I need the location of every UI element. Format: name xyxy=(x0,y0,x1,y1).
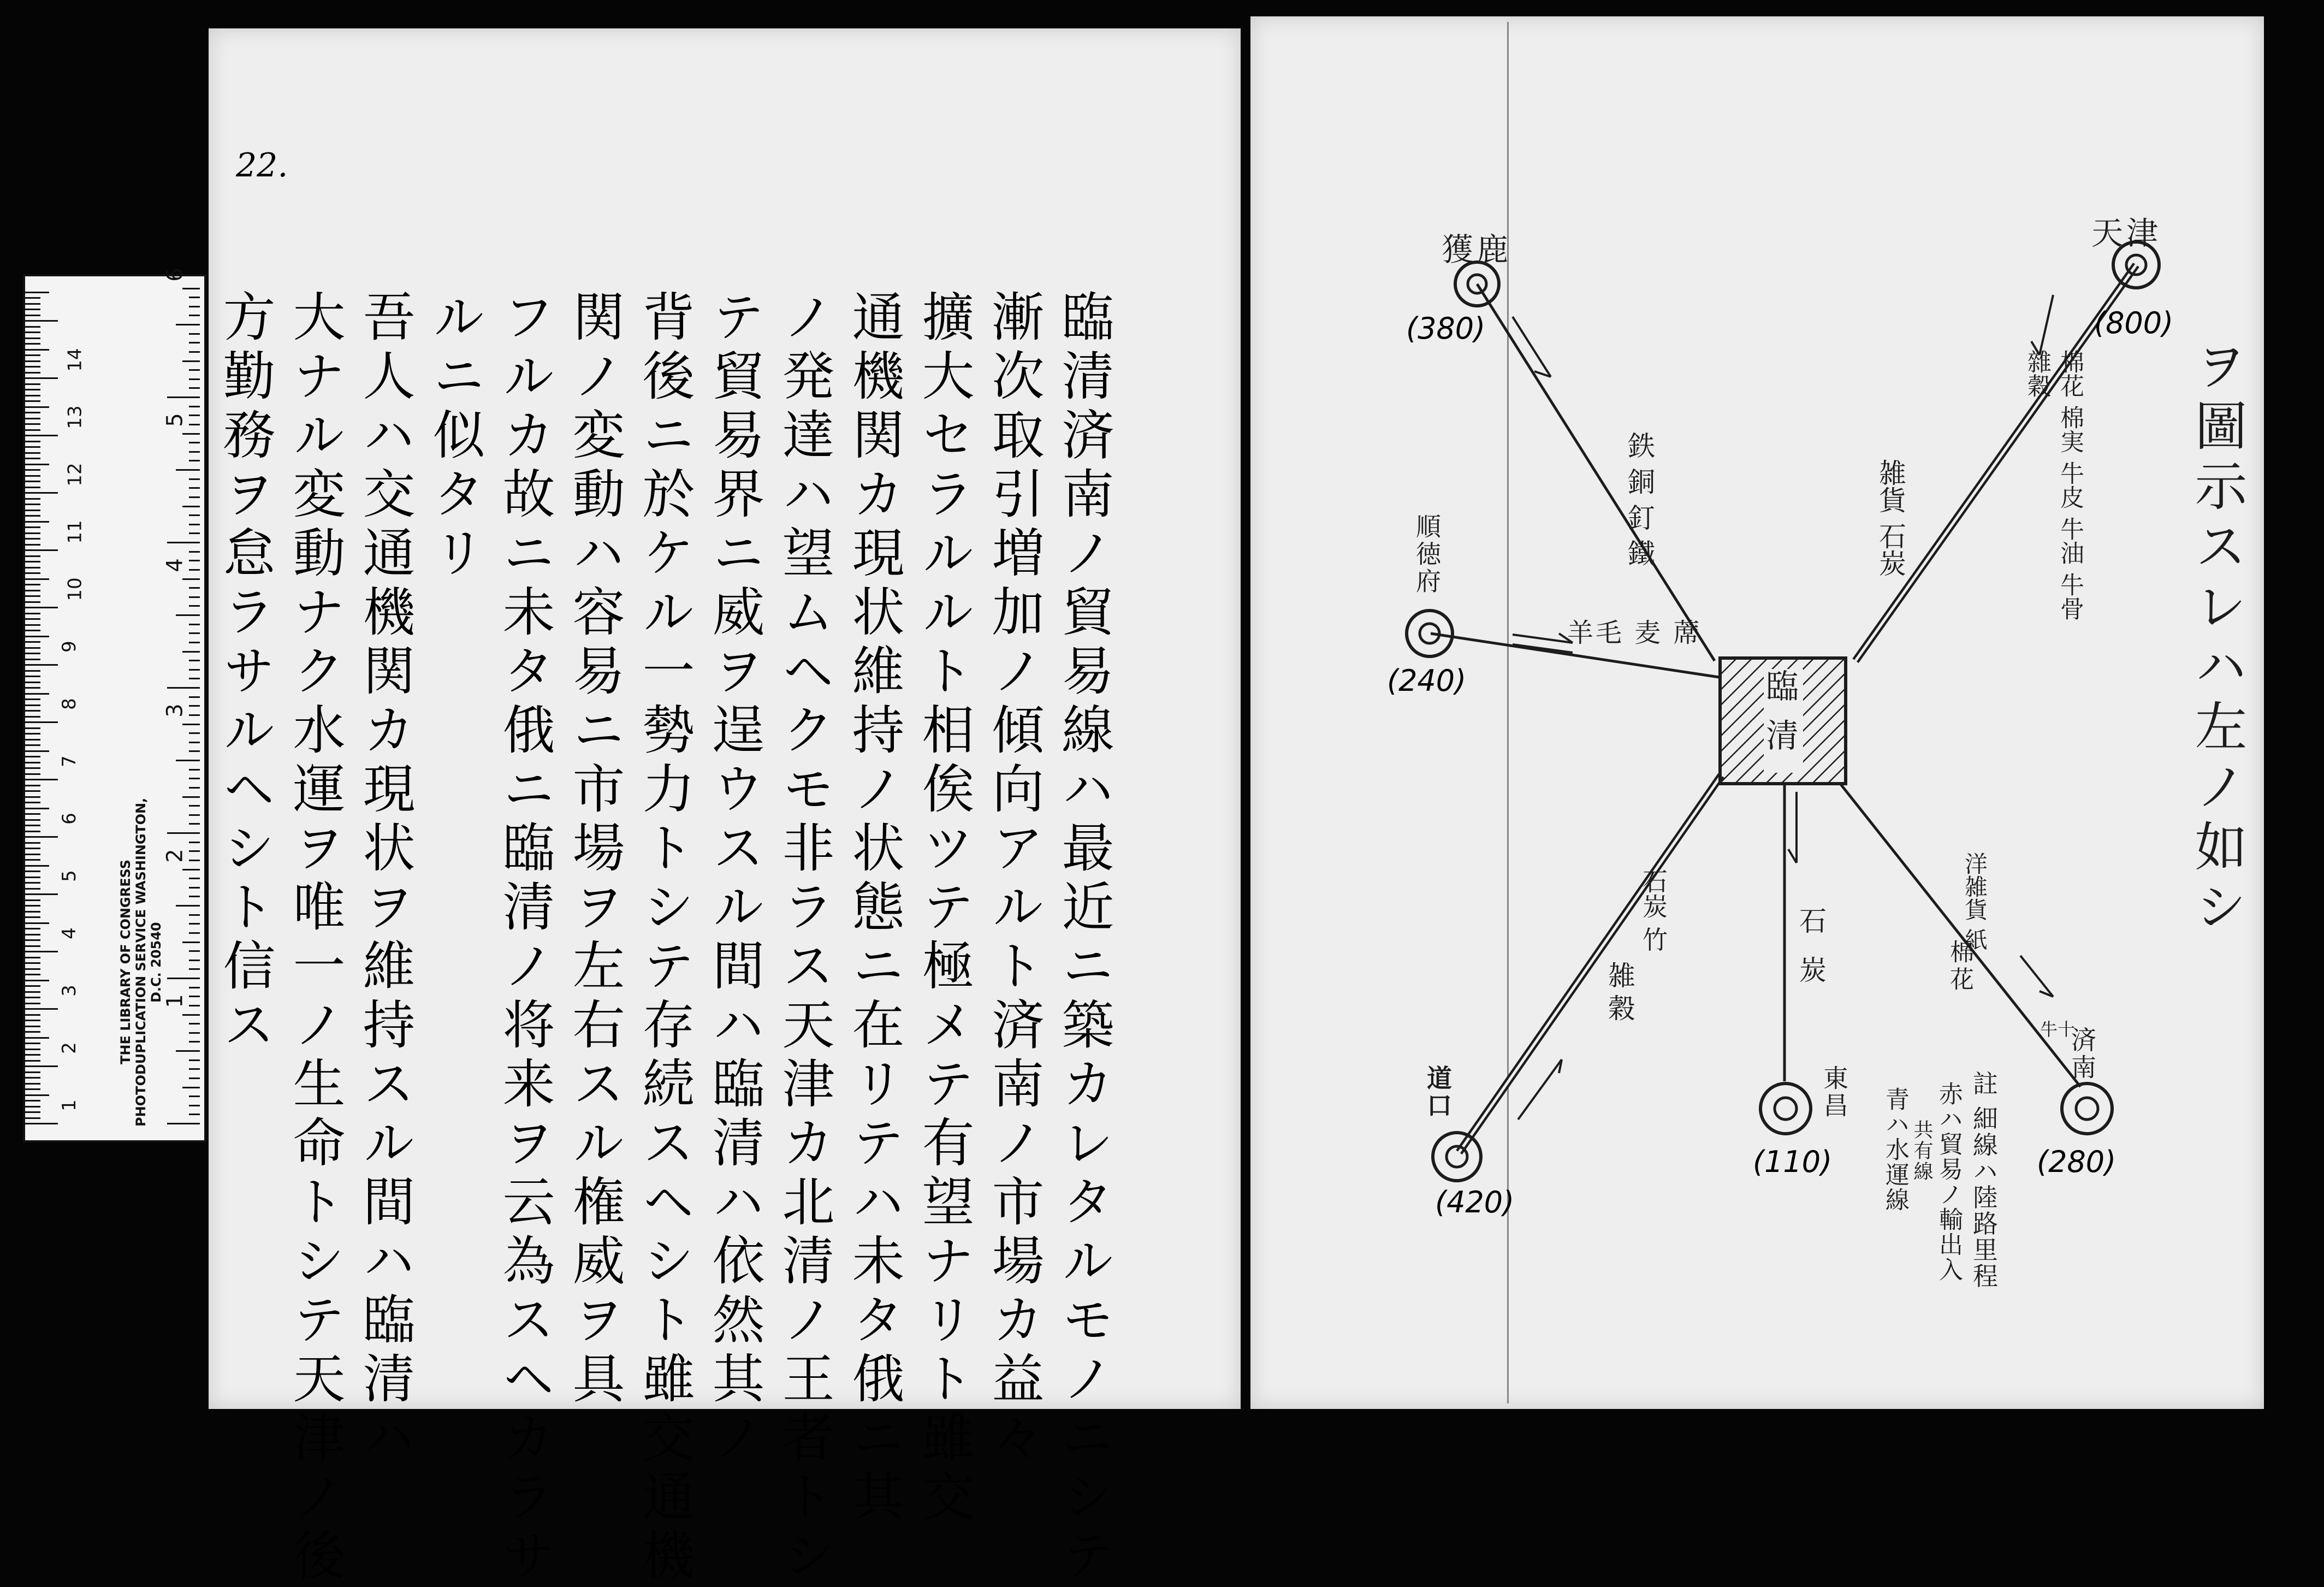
label-shunde: 羊毛 麦 蓆 xyxy=(1567,618,1702,648)
ruler-cm-number: 9 xyxy=(58,640,80,653)
ruler-inch-number: 5 xyxy=(162,413,188,427)
ruler-inch-number: 3 xyxy=(162,703,188,718)
legend-note-1: 註 細線ハ陸路里程 xyxy=(1969,1070,1999,1289)
ruler-cm-number: 5 xyxy=(58,869,80,882)
label-jinan-a: 洋雑貨 紙 xyxy=(1961,852,1988,951)
route-huolu xyxy=(1477,284,1715,661)
node-daokou-name: 道口 xyxy=(1423,1065,1452,1120)
node-jinan-value: (280) xyxy=(2037,1145,2116,1179)
node-jinan-icon xyxy=(2062,1083,2112,1134)
ruler-inch-number: 4 xyxy=(162,558,188,572)
ruler-cm-number: 1 xyxy=(58,1099,80,1111)
ruler-cm-number: 2 xyxy=(58,1041,80,1054)
ruler-caption: THE LIBRARY OF CONGRESS PHOTODUPLICATION SERVICE WASHINGTON, D.C. 20540 xyxy=(118,797,164,1127)
ruler-inch-number: 2 xyxy=(162,849,188,863)
text-column: テ貿易界ニ威ヲ逞ウスル間ハ臨清ハ依然其ノ xyxy=(704,289,765,1469)
ruler-cm-number: 7 xyxy=(58,755,80,767)
arrow-dongchang xyxy=(1788,792,1797,863)
text-column: 背後ニ於ケル一勢力トシテ存続スヘシト雖交通機 xyxy=(634,289,695,1587)
node-shunde-name: 順徳府 xyxy=(1412,513,1442,595)
node-dongchang-value: (110) xyxy=(1753,1145,1833,1179)
route-daokou-inner xyxy=(1459,775,1721,1152)
node-huolu-name: 獲鹿 xyxy=(1442,231,1512,268)
label-tianjin-in: 棉花 棉実 牛皮 牛油 牛骨 雜穀 xyxy=(2023,350,2084,620)
text-column: 擴大セラルルト相俟ツテ極メテ有望ナリト雖交 xyxy=(914,289,975,1528)
center-label: 臨清 xyxy=(1760,669,1799,767)
ruler-cm-number: 3 xyxy=(58,984,80,997)
node-tianjin-value: (800) xyxy=(2094,306,2174,340)
text-column: 方勤務ヲ怠ラサルヘシト信ス xyxy=(215,289,276,1056)
arrow-tianjin xyxy=(2031,295,2053,355)
legend-note-2: 赤ハ貿易ノ輸出入 xyxy=(1935,1081,1963,1282)
label-daokou-a: 石炭 竹 xyxy=(1639,868,1668,952)
ruler-cm-number: 11 xyxy=(64,519,86,544)
legend-note-3: 共有線 xyxy=(1911,1120,1933,1182)
ruler-cm-number: 12 xyxy=(64,462,86,487)
ruler-cm-number: 10 xyxy=(64,577,86,601)
label-jinan-b: 棉花 xyxy=(1946,939,1973,994)
node-shunde-icon xyxy=(1407,611,1452,656)
ruler-cm-number: 14 xyxy=(64,347,86,372)
ruler-cm-number: 8 xyxy=(58,697,80,710)
node-tianjin-name: 天津 xyxy=(2091,215,2162,252)
label-daokou-b: 雑穀 xyxy=(1604,961,1635,1027)
label-tianjin-out: 雑貨 石炭 xyxy=(1875,459,1906,577)
legend-note-4: 青ハ水運線 xyxy=(1881,1087,1909,1212)
node-jinan-name: 済南 xyxy=(2067,1027,2097,1081)
text-column: ルニ似タリ xyxy=(424,289,485,584)
text-column: 大ナル変動ナク水運ヲ唯一ノ生命トシテ天津ノ後 xyxy=(284,289,346,1587)
node-daokou-icon xyxy=(1433,1133,1481,1181)
text-column: 臨清済南ノ貿易線ハ最近ニ築カレタルモノニシテ xyxy=(1053,289,1114,1587)
arrow-huolu xyxy=(1513,317,1551,377)
node-dongchang-icon xyxy=(1760,1083,1811,1134)
ruler-cm-number: 4 xyxy=(58,927,80,939)
ruler-cm-number: 13 xyxy=(64,405,86,429)
arrow-jinan xyxy=(2020,956,2053,997)
page-number: 22. xyxy=(236,146,288,185)
text-column: 関ノ変動ハ容易ニ市場ヲ左右スル権威ヲ具 xyxy=(564,289,625,1410)
text-column: 通機関カ現状維持ノ状態ニ在リテハ未タ俄ニ其 xyxy=(844,289,905,1528)
label-dongchang: 石炭 xyxy=(1795,907,1827,1005)
node-daokou-value: (420) xyxy=(1435,1185,1515,1219)
label-huolu: 鉄 銅 釘 鐵 xyxy=(1623,431,1655,567)
ruler-inch-number: 6 xyxy=(162,268,188,282)
node-dongchang-name: 東昌 xyxy=(1819,1065,1849,1120)
text-column: フルカ故ニ未タ俄ニ臨清ノ将来ヲ云為スヘカラサ xyxy=(494,289,555,1587)
arrow-daokou xyxy=(1518,1059,1562,1120)
diagram-heading: ヲ圖示スレハ左ノ如シ xyxy=(2186,339,2248,939)
text-column: 吾人ハ交通機関カ現状ヲ維持スル間ハ臨清ハ xyxy=(354,289,416,1469)
node-huolu-value: (380) xyxy=(1406,311,1486,346)
text-column: 漸次取引増加ノ傾向アルト済南ノ市場カ益々 xyxy=(983,289,1045,1469)
ruler-inch-number: 1 xyxy=(162,994,188,1008)
node-shunde-value: (240) xyxy=(1387,664,1467,698)
label-jinan-c: 牛十 xyxy=(2040,1019,2076,1040)
ruler-cm-number: 6 xyxy=(58,812,80,825)
text-column: ノ発達ハ望ムヘクモ非ラス天津カ北清ノ王者トシ xyxy=(774,289,835,1587)
